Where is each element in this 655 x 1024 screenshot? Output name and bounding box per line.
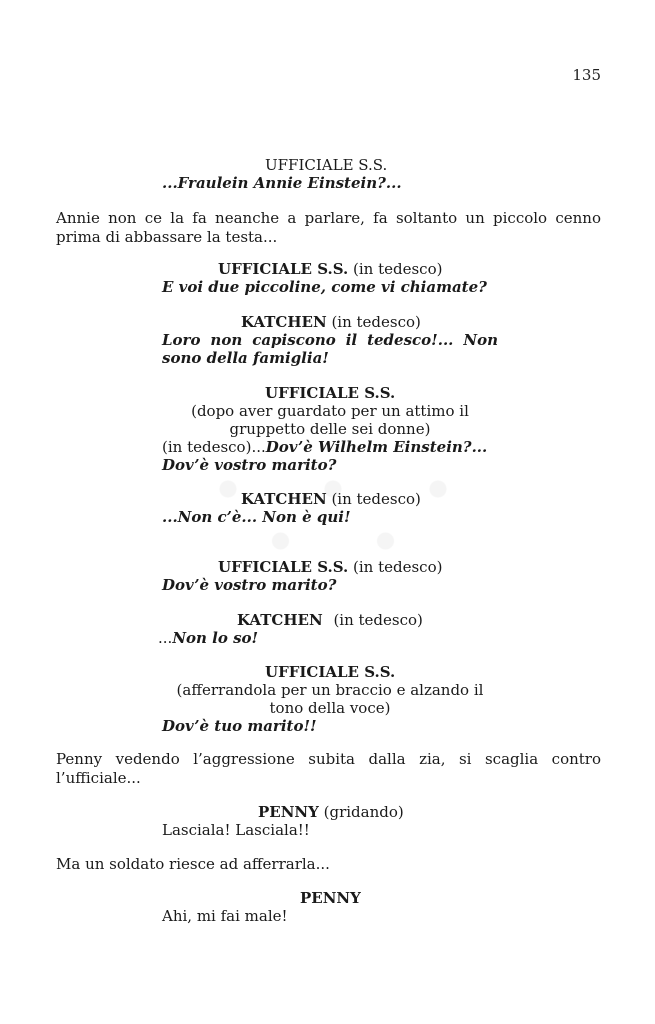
dialogue-mixed-line: [162, 438, 487, 456]
speaker-name: UFFICIALE S.S.: [265, 384, 396, 402]
speaker-heading: [218, 558, 442, 576]
stage-direction: (in tedesco): [353, 558, 443, 576]
stage-direction: gruppetto delle sei donne): [229, 420, 431, 438]
speaker-heading: [241, 490, 421, 508]
speaker-name: UFFICIALE S.S.: [218, 260, 349, 278]
stage-narration: Annie non ce la fa neanche a parlare, fa soltanto un piccolo cenno prima di abbassare la testa...: [56, 209, 601, 246]
dialogue-line: Ahi, mi fai male!: [162, 907, 288, 925]
speaker-name: UFFICIALE S.S.: [265, 156, 388, 174]
speaker-name: UFFICIALE S.S.: [218, 558, 349, 576]
speaker-name: UFFICIALE S.S.: [265, 663, 396, 681]
stage-direction: (in tedesco): [331, 313, 421, 331]
dialogue-line: E voi due piccoline, come vi chiamate?: [162, 278, 487, 296]
speaker-heading: [237, 611, 423, 629]
stage-direction: (in tedesco): [333, 611, 423, 629]
dialogue-line: Dov’è tuo marito!!: [162, 717, 317, 735]
stage-direction: (in tedesco): [353, 260, 443, 278]
speaker-heading: [258, 803, 404, 821]
dialogue-line: Dov’è Wilhelm Einstein?...: [265, 438, 488, 456]
dialogue-line: ...Fraulein Annie Einstein?...: [162, 174, 402, 192]
dialogue-line: ...Non c’è... Non è qui!: [162, 508, 351, 526]
speaker-name: KATCHEN: [241, 490, 327, 508]
stage-direction: (in tedesco)...: [162, 438, 266, 456]
stage-direction: tono della voce): [269, 699, 391, 717]
stage-narration: Ma un soldato riesce ad afferrarla...: [56, 855, 330, 873]
dialogue-line: sono della famiglia!: [162, 349, 329, 367]
speaker-name: PENNY: [258, 803, 319, 821]
speaker-heading: [218, 260, 442, 278]
page-number: 135: [572, 66, 601, 84]
stage-direction: (afferrandola per un braccio e alzando il: [176, 681, 484, 699]
dialogue-line: Dov’è vostro marito?: [162, 456, 337, 474]
dialogue-line: Lasciala! Lasciala!!: [162, 821, 310, 839]
stage-narration: Penny vedendo l’aggressione subita dalla zia, si scaglia contro l’ufficiale...: [56, 750, 601, 787]
speaker-heading: [241, 313, 421, 331]
dialogue-line: Dov’è vostro marito?: [162, 576, 337, 594]
ellipsis-prefix: ...: [158, 629, 173, 647]
speaker-name: KATCHEN: [237, 611, 323, 629]
stage-direction: (gridando): [323, 803, 404, 821]
dialogue-line: Loro non capiscono il tedesco!... Non: [162, 331, 498, 349]
speaker-name: PENNY: [300, 889, 361, 907]
speaker-name: KATCHEN: [241, 313, 327, 331]
stage-direction: (dopo aver guardato per un attimo il: [191, 402, 469, 420]
dialogue-line: Non lo so!: [172, 629, 259, 647]
stage-direction: (in tedesco): [331, 490, 421, 508]
dialogue-mixed-line: [158, 629, 258, 647]
